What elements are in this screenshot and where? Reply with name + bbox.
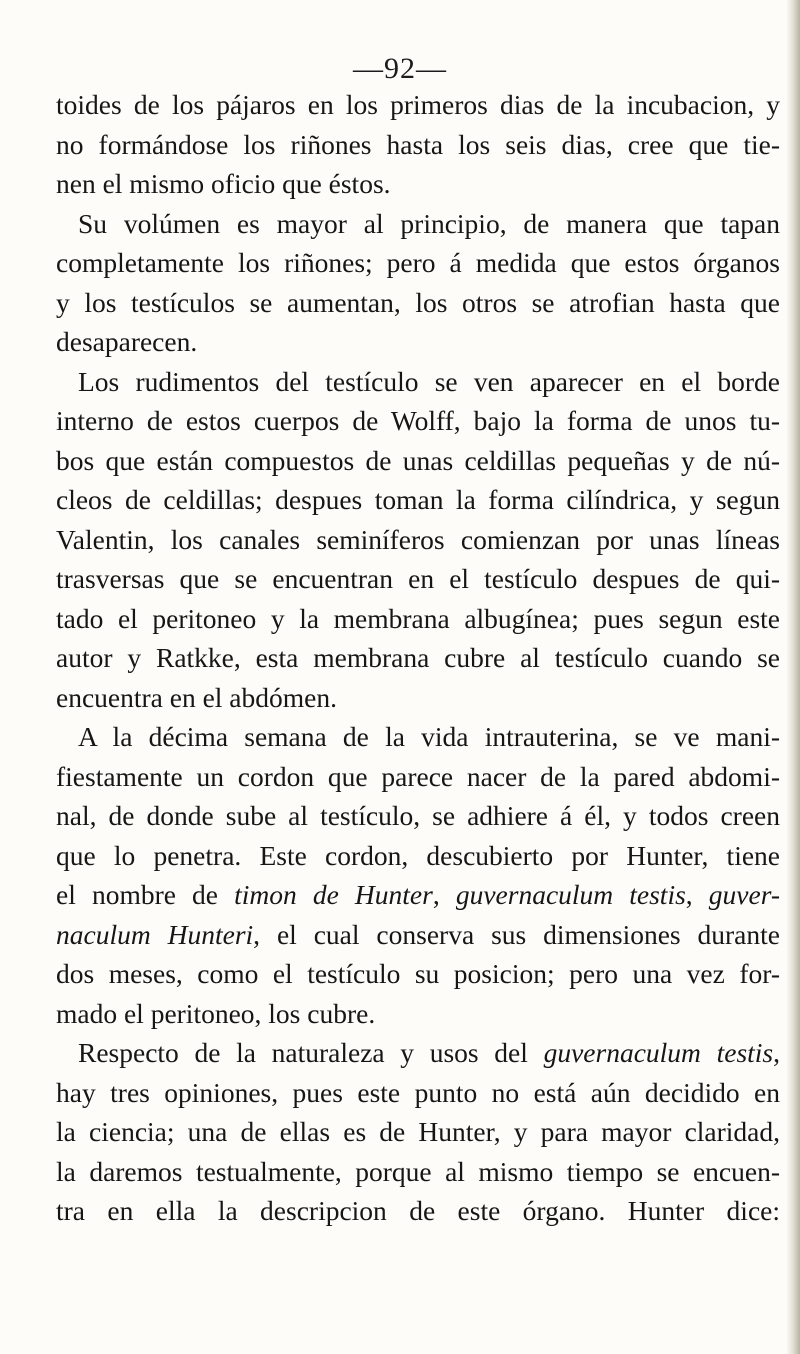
text-line: Su volúmen es mayor al principio, de manera que tapan [78,207,780,239]
text-line: completamente los riñones; pero á medida que estos órganos [56,247,780,278]
text-line: bos que están compuestos de unas celdillas pequeñas y de nú- [56,444,780,476]
text-line: trasversas que se encuentran en el testículo despues de qui- [56,563,780,594]
text-line: interno de estos cuerpos de Wolff, bajo la forma de unos tu- [56,405,780,436]
text-line: la ciencia; una de ellas es de Hunter, y para mayor claridad, [56,1116,780,1147]
page-number: —92— [353,52,447,85]
text-line: Respecto de la naturaleza y usos del guvernaculum testis, [78,1037,780,1068]
text-line: tado el peritoneo y la membrana albugínea; pues segun este [56,602,780,634]
text-line: tra en ella la descripcion de este órgano. Hunter dice: [56,1195,780,1226]
text-line: Los rudimentos del testículo se ven aparecer en el borde [78,365,780,397]
text-line: dos meses, como el testículo su posicion; pero una vez for- [56,958,780,989]
text-line: desaparecen. [56,326,198,357]
body-text [56,85,780,1231]
text-line: cleos de celdillas; despues toman la forma cilíndrica, y segun [56,484,780,515]
text-line: que lo penetra. Este cordon, descubierto por Hunter, tiene [56,839,780,871]
text-line: no formándose los riñones hasta los seis dias, cree que tie- [56,128,780,160]
text-line: hay tres opiniones, pues este punto no está aún decidido en [56,1076,780,1108]
text-line: nal, de donde sube al testículo, se adhiere á él, y todos creen [56,800,780,831]
text-line: nen el mismo oficio que éstos. [56,168,391,199]
text-line: autor y Ratkke, esta membrana cubre al testículo cuando se [56,642,780,673]
text-line: el nombre de timon de Hunter, guvernaculum testis, guver- [56,879,781,910]
text-line: y los testículos se aumentan, los otros se atrofian hasta que [56,286,780,318]
text-line: Valentin, los canales seminíferos comienzan por unas líneas [56,523,780,555]
text-line: naculum Hunteri, el cual conserva sus dimensiones durante [56,918,780,950]
text-line: la daremos testualmente, porque al mismo tiempo se encuen- [56,1155,780,1187]
text-line: toides de los pájaros en los primeros dias de la incubacion, y [56,89,780,120]
text-line: encuentra en el abdómen. [56,681,337,713]
page-edge-shadow [786,0,800,1354]
text-line: fiestamente un cordon que parece nacer de la pared abdomi- [56,760,780,792]
text-line: A la décima semana de la vida intrauterina, se ve mani- [78,721,780,752]
text-line: mado el peritoneo, los cubre. [56,997,376,1029]
